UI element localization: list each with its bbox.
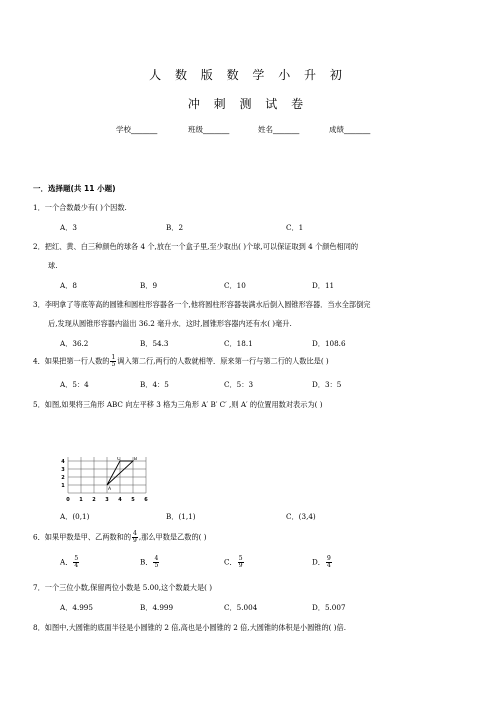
q4-option-a: A．5：4 <box>60 380 89 389</box>
q6-option-c: C． $\frac{5}{9}$ <box>224 555 243 569</box>
question-5: 5．如图,如果将三角形 ABC 向左平移 3 格为三角形 A′ B′ C′ ,则 A′ 的位置用数对表示为( ) <box>33 400 323 409</box>
q3-option-d: D．108.6 <box>312 339 346 348</box>
y-tick-label: 2 <box>61 475 65 481</box>
q6-option-d: D． $\frac{9}{4}$ <box>312 555 331 569</box>
x-tick-label: 3 <box>105 497 109 503</box>
class-field: 班级_______ <box>188 125 230 134</box>
q1-option-b: B．2 <box>166 223 184 232</box>
q4-option-b: B．4：5 <box>140 380 169 389</box>
coordinate-grid-figure <box>56 457 156 503</box>
q7-option-d: D．5.007 <box>312 603 346 612</box>
question-4 <box>33 355 329 368</box>
q6-option-a: A． $\frac{5}{4}$ <box>60 555 79 569</box>
q4-option-d: D．3：5 <box>312 380 342 389</box>
q6-text-pre: 6．如果甲数是甲、乙两数和的 <box>33 532 132 542</box>
score-field: 成绩_______ <box>329 125 371 134</box>
x-tick-label: 0 <box>66 497 70 503</box>
q6-fraction: $\frac{4}{9}$ <box>133 530 137 544</box>
question-3: 3．李明拿了等底等高的圆锥和圆柱形容器各一个,他将圆柱形容器装满水后倒入圆锥形容器．当水全部倒完 <box>33 300 371 309</box>
q5-option-c: C．(3,4) <box>286 512 316 521</box>
x-tick-label: 5 <box>131 497 135 503</box>
q2-option-a: A．8 <box>60 281 77 290</box>
question-2: 2．把红、黄、白三种颜色的球各 4 个,放在一个盒子里,至少取出( )个球,可以保证取到 4 个颜色相同的 <box>33 242 359 251</box>
q1-option-a: A．3 <box>60 223 77 232</box>
q4-fraction: $\frac{1}{5}$ <box>111 354 116 368</box>
question-3-cont: 后,发现从圆锥形容器内溢出 36.2 毫升水．这时,圆锥形容器内还有水( )毫升. <box>48 319 292 328</box>
q6-option-b: B． $\frac{4}{5}$ <box>140 555 159 569</box>
q1-option-c: C．1 <box>286 223 304 232</box>
question-8: 8．如图中,大圆锥的底面半径是小圆锥的 2 倍,高也是小圆锥的 2 倍,大圆锥的体积是小圆锥的( )倍. <box>33 623 347 632</box>
school-field: 学校_______ <box>116 125 158 134</box>
q2-option-d: D．11 <box>312 281 335 290</box>
question-1: 1．一个合数最少有( )个因数. <box>33 203 127 212</box>
x-tick-label: 2 <box>92 497 96 503</box>
name-field: 姓名_______ <box>258 125 300 134</box>
q4-option-c: C．5：3 <box>224 380 254 389</box>
y-tick-label: 4 <box>61 459 65 465</box>
question-2-cont: 球. <box>48 261 58 270</box>
exam-title: 人 数 版 数 学 小 升 初 <box>149 68 347 82</box>
q7-option-b: B．4.999 <box>140 603 174 612</box>
question-7: 7．一个三位小数,保留两位小数是 5.00,这个数最大是( ) <box>33 583 213 592</box>
y-tick-label: 1 <box>61 483 65 489</box>
q3-option-c: C．18.1 <box>224 339 253 348</box>
x-tick-label: 1 <box>79 497 83 503</box>
q2-option-b: B．9 <box>140 281 158 290</box>
point-label-c: C <box>117 457 121 462</box>
q5-option-a: A．(0,1) <box>60 512 90 521</box>
question-6 <box>33 531 207 544</box>
q6-text-post: ,那么甲数是乙数的( ) <box>138 532 207 542</box>
x-tick-label: 4 <box>118 497 122 503</box>
q2-option-c: C．10 <box>224 281 246 290</box>
point-label-a: A <box>108 487 112 492</box>
q7-option-a: A．4.995 <box>60 603 93 612</box>
point-label-b: B <box>134 457 138 462</box>
q5-option-b: B．(1,1) <box>166 512 196 521</box>
q7-option-c: C．5.004 <box>224 603 258 612</box>
x-tick-label: 6 <box>144 497 148 503</box>
q3-option-b: B．54.3 <box>140 339 169 348</box>
y-tick-label: 3 <box>61 467 65 473</box>
q3-option-a: A．36.2 <box>60 339 89 348</box>
q4-text-post: 调入第二行,两行的人数就相等．原来第一行与第二行的人数比是( ) <box>117 356 329 366</box>
section-title: 一．选择题(共 11 小题) <box>33 184 116 193</box>
q4-text-pre: 4．如果把第一行人数的 <box>33 356 110 366</box>
exam-subtitle: 冲 刺 测 试 卷 <box>187 97 309 111</box>
